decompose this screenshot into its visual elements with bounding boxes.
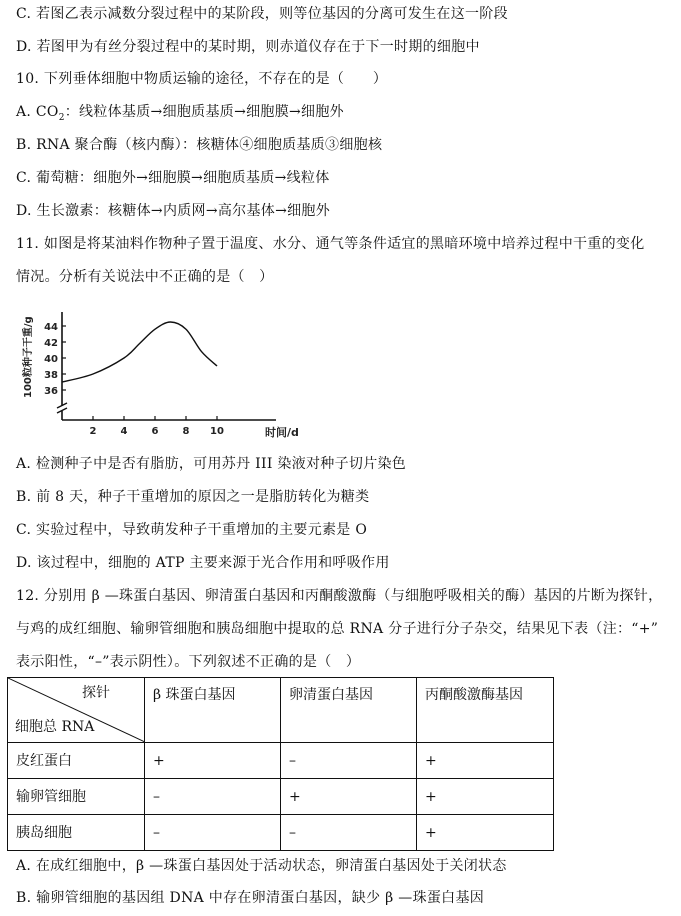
column-header: 丙酮酸激酶基因 — [417, 678, 554, 743]
question-10-option-a — [16, 102, 344, 128]
table-cell: – — [281, 743, 417, 779]
question-11-option-c: C. 实验过程中，导致萌发种子干重增加的主要元素是 O — [16, 522, 368, 538]
question-11-option-a: A. 检测种子中是否有脂肪，可用苏丹 III 染液对种子切片染色 — [16, 456, 407, 472]
x-tick-label: 6 — [151, 426, 159, 437]
question-12-stem-line1: 12. 分别用 β —珠蛋白基因、卵清蛋白基因和丙酮酸激酶（与细胞呼吸相关的酶）基因的片断为探针， — [16, 588, 663, 604]
question-12-option-b: B. 输卵管细胞的基因组 DNA 中存在卵清蛋白基因，缺少 β —珠蛋白基因 — [16, 890, 485, 906]
x-tick-label: 4 — [120, 426, 128, 437]
row-label: 输卵管细胞 — [8, 779, 145, 815]
row-label: 皮红蛋白 — [8, 743, 145, 779]
chart-x-axis-label: 时间/d — [265, 426, 299, 439]
table-cell: + — [145, 743, 281, 779]
table-cell: + — [417, 779, 554, 815]
option-d-line: D. 若图甲为有丝分裂过程中的某时期，则赤道仪存在于下一时期的细胞中 — [16, 39, 480, 55]
co2-text: A. CO — [16, 104, 59, 120]
table-cell: – — [145, 815, 281, 851]
table-cell: + — [417, 743, 554, 779]
table-cell: – — [145, 779, 281, 815]
dry-weight-chart — [14, 306, 314, 446]
question-10-stem: 10. 下列垂体细胞中物质运输的途径，不存在的是（ ） — [16, 71, 388, 87]
row-label: 胰岛细胞 — [8, 815, 145, 851]
question-10-option-b: B. RNA 聚合酶（核内酶）：核糖体④细胞质基质③细胞核 — [16, 137, 383, 153]
table-cell: + — [417, 815, 554, 851]
chart-series — [62, 322, 217, 382]
corner-rna-label: 细胞总 RNA — [15, 719, 95, 735]
option-c-line: C. 若图乙表示减数分裂过程中的某阶段，则等位基因的分离可发生在这一阶段 — [16, 6, 508, 22]
question-11-option-b: B. 前 8 天，种子干重增加的原因之一是脂肪转化为糖类 — [16, 489, 370, 505]
question-12-stem-line2: 与鸡的成红细胞、输卵管细胞和胰岛细胞中提取的总 RNA 分子进行分子杂交，结果见下表（注：“+” — [16, 621, 659, 637]
question-11-stem-line1: 11. 如图是将某油料作物种子置于温度、水分、通气等条件适宜的黑暗环境中培养过程中干重的变化 — [16, 236, 645, 252]
question-12-option-a: A. 在成红细胞中，β —珠蛋白基因处于活动状态，卵清蛋白基因处于关闭状态 — [16, 858, 507, 874]
table-corner-cell — [8, 678, 145, 743]
x-tick-label: 8 — [182, 426, 190, 437]
y-tick-label: 40 — [44, 354, 58, 365]
table-row — [8, 779, 554, 815]
question-12-stem-line3: 表示阳性，“–”表示阴性）。下列叙述不正确的是（ ） — [16, 654, 361, 670]
column-header: 卵清蛋白基因 — [281, 678, 417, 743]
hybridization-table — [7, 677, 554, 851]
table-row — [8, 815, 554, 851]
question-10-option-c: C. 葡萄糖：细胞外→细胞膜→细胞质基质→线粒体 — [16, 170, 330, 186]
y-tick-label: 44 — [44, 322, 58, 333]
option-a-path: ：线粒体基质→细胞质基质→细胞膜→细胞外 — [64, 104, 344, 120]
column-header: β 珠蛋白基因 — [145, 678, 281, 743]
question-11-stem-line2: 情况。分析有关说法中不正确的是（ ） — [16, 269, 274, 285]
x-tick-label: 10 — [210, 426, 224, 437]
y-tick-label: 38 — [44, 370, 58, 381]
corner-probe-label: 探针 — [82, 685, 110, 701]
table-cell: + — [281, 779, 417, 815]
co2-subscript: 2 — [58, 112, 65, 123]
y-tick-label: 42 — [44, 338, 58, 349]
table-cell: – — [281, 815, 417, 851]
chart-y-axis-label: 100粒种子干重/g — [23, 316, 34, 398]
question-11-option-d: D. 该过程中，细胞的 ATP 主要来源于光合作用和呼吸作用 — [16, 555, 390, 571]
x-tick-label: 2 — [89, 426, 97, 437]
chart-axes — [57, 312, 276, 420]
question-10-option-d: D. 生长激素：核糖体→内质网→高尔基体→细胞外 — [16, 203, 331, 219]
y-tick-label: 36 — [44, 386, 58, 397]
table-row — [8, 743, 554, 779]
dry-weight-curve — [62, 322, 217, 382]
table-header-row — [8, 678, 554, 743]
